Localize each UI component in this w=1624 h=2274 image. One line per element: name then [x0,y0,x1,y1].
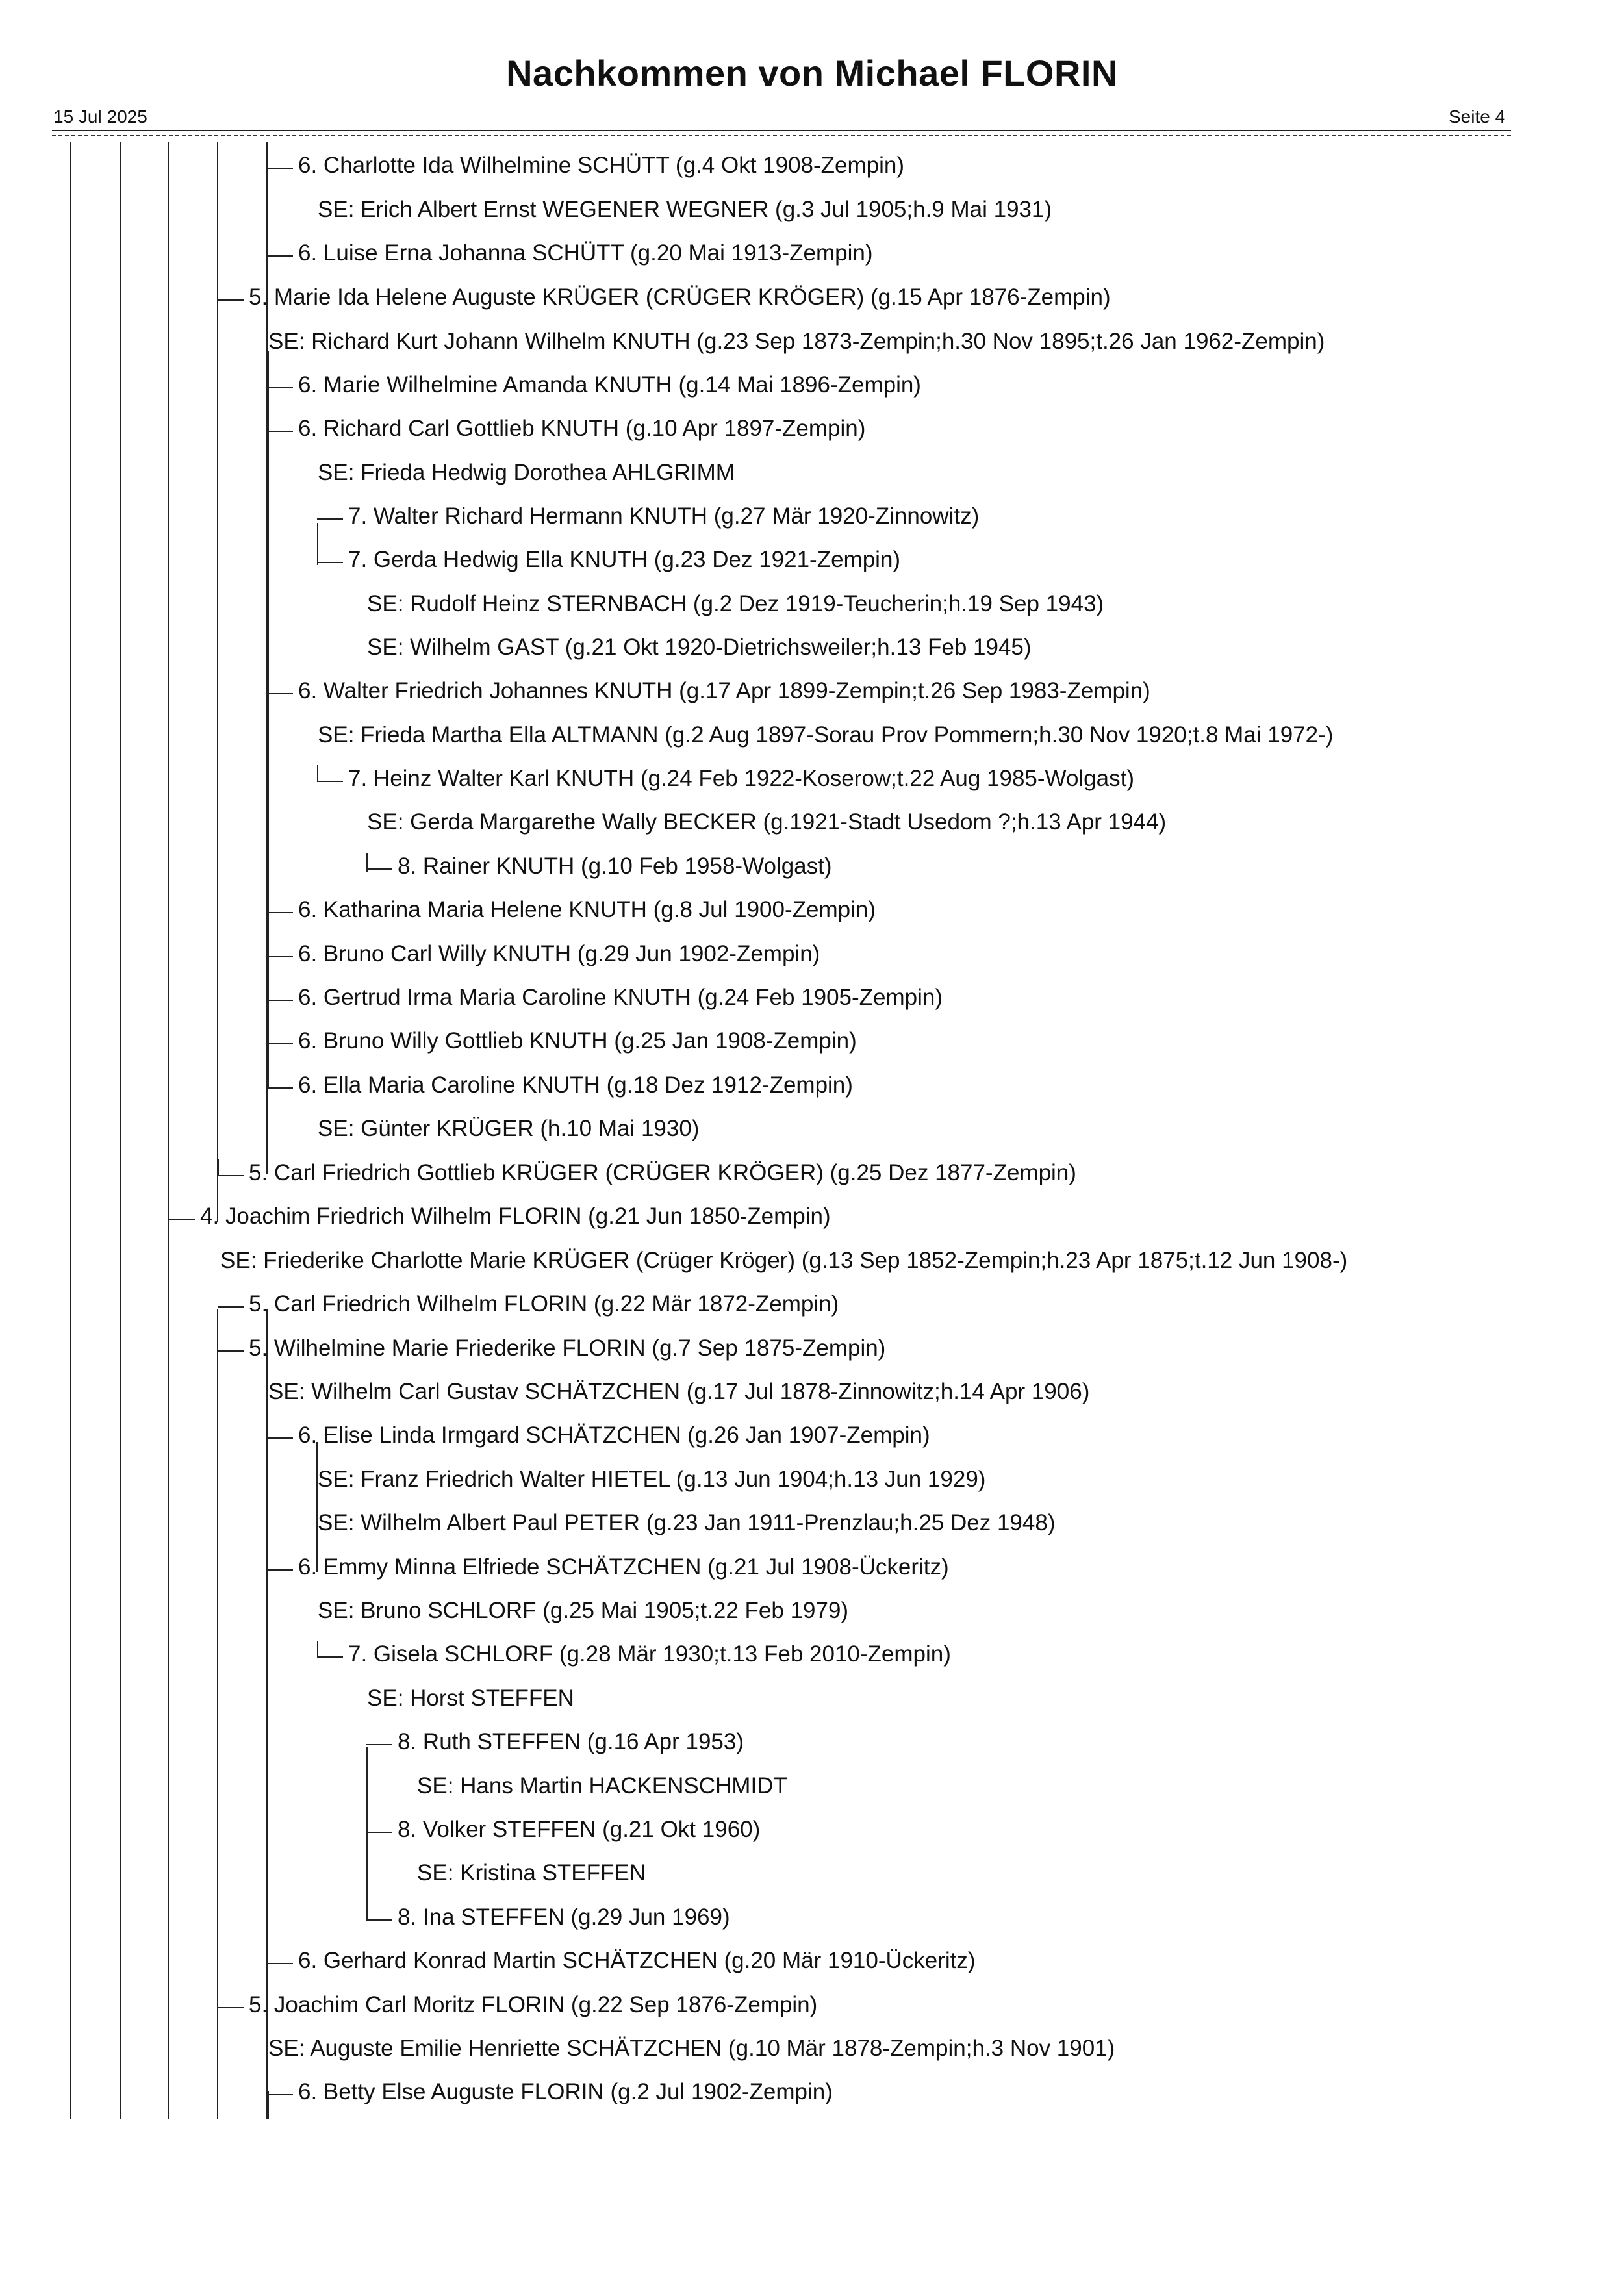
tree-connector [267,1569,293,1571]
tree-connector [218,1306,244,1308]
person-entry: 7. Gerda Hedwig Ella KNUTH (g.23 Dez 1921-Zempin) [348,547,901,572]
person-entry: 8. Volker STEFFEN (g.21 Okt 1960) [398,1817,761,1842]
person-entry: 6. Katharina Maria Helene KNUTH (g.8 Jul 1900-Zempin) [298,897,876,922]
spouse-entry: SE: Wilhelm Carl Gustav SCHÄTZCHEN (g.17 Jul 1878-Zinnowitz;h.14 Apr 1906) [268,1379,1090,1404]
person-entry: 6. Bruno Carl Willy KNUTH (g.29 Jun 1902-Zempin) [298,941,820,966]
person-entry: 6. Betty Else Auguste FLORIN (g.2 Jul 1902-Zempin) [298,2079,833,2104]
spouse-entry: SE: Kristina STEFFEN [417,1860,646,1886]
spouse-entry: SE: Franz Friedrich Walter HIETEL (g.13 Jun 1904;h.13 Jun 1929) [318,1467,986,1492]
tree-connector [267,956,293,957]
spouse-entry: SE: Richard Kurt Johann Wilhelm KNUTH (g.23 Sep 1873-Zempin;h.30 Nov 1895;t.26 Jan 1962-Zempin) [268,329,1325,354]
person-entry: 6. Richard Carl Gottlieb KNUTH (g.10 Apr 1897-Zempin) [298,416,866,441]
tree-elbow [366,1904,368,1919]
tree-connector [317,562,343,563]
person-entry: 6. Bruno Willy Gottlieb KNUTH (g.25 Jan 1908-Zempin) [298,1028,857,1054]
person-entry: 7. Walter Richard Hermann KNUTH (g.27 Mär 1920-Zinnowitz) [348,503,980,529]
tree-line [217,142,218,1222]
tree-elbow [366,853,368,868]
tree-elbow [317,765,318,781]
tree-line [268,351,269,1089]
tree-connector [218,2007,244,2008]
person-entry: 5. Carl Friedrich Gottlieb KRÜGER (CRÜGER KRÖGER) (g.25 Dez 1877-Zempin) [249,1160,1076,1185]
tree-connector [317,1656,343,1658]
tree-connector [218,1350,244,1352]
tree-line [168,142,169,2119]
person-entry: 6. Luise Erna Johanna SCHÜTT (g.20 Mai 1913-Zempin) [298,240,873,266]
person-entry: 6. Charlotte Ida Wilhelmine SCHÜTT (g.4 Okt 1908-Zempin) [298,153,905,178]
tree-elbow [267,240,268,255]
person-entry: 6. Ella Maria Caroline KNUTH (g.18 Dez 1912-Zempin) [298,1072,853,1098]
person-entry: 7. Heinz Walter Karl KNUTH (g.24 Feb 1922-Koserow;t.22 Aug 1985-Wolgast) [348,766,1134,791]
tree-connector [267,1043,293,1044]
spouse-entry: SE: Frieda Hedwig Dorothea AHLGRIMM [318,460,735,485]
person-entry: 4. Joachim Friedrich Wilhelm FLORIN (g.21 Jun 1850-Zempin) [200,1204,831,1229]
spouse-entry: SE: Wilhelm GAST (g.21 Okt 1920-Dietrichsweiler;h.13 Feb 1945) [367,635,1032,660]
person-entry: 6. Elise Linda Irmgard SCHÄTZCHEN (g.26 Jan 1907-Zempin) [298,1422,930,1448]
tree-connector [366,1919,392,1921]
person-entry: 7. Gisela SCHLORF (g.28 Mär 1930;t.13 Feb 2010-Zempin) [348,1641,951,1667]
person-entry: 5. Joachim Carl Moritz FLORIN (g.22 Sep 1876-Zempin) [249,1992,818,2017]
tree-connector [267,387,293,388]
tree-line [366,870,368,872]
spouse-entry: SE: Gerda Margarethe Wally BECKER (g.1921-Stadt Usedom ?;h.13 Apr 1944) [367,809,1167,835]
tree-line [268,2091,269,2119]
tree-line [120,142,121,2119]
tree-connector [366,868,392,870]
tree-elbow [267,1072,268,1087]
tree-connector [218,1175,244,1176]
person-entry: 5. Wilhelmine Marie Friederike FLORIN (g.7 Sep 1875-Zempin) [249,1335,886,1361]
spouse-entry: SE: Hans Martin HACKENSCHMIDT [417,1773,787,1799]
tree-connector [218,299,244,301]
tree-connector [267,1963,293,1964]
tree-connector [317,781,343,782]
tree-connector [267,1437,293,1439]
tree-connector [267,693,293,694]
tree-elbow [317,546,318,562]
tree-connector [267,1087,293,1089]
tree-connector [267,431,293,432]
person-entry: 6. Gertrud Irma Maria Caroline KNUTH (g.24 Feb 1905-Zempin) [298,985,943,1010]
tree-connector [267,255,293,257]
spouse-entry: SE: Friederike Charlotte Marie KRÜGER (Crüger Kröger) (g.13 Sep 1852-Zempin;h.23 Apr 1875;t.12 Jun 1908-) [220,1248,1348,1273]
tree-line [70,142,71,2119]
person-entry: 6. Marie Wilhelmine Amanda KNUTH (g.14 Mai 1896-Zempin) [298,372,921,398]
report-date: 15 Jul 2025 [53,107,147,127]
tree-connector [169,1219,195,1220]
tree-elbow [317,1641,318,1656]
tree-connector [267,912,293,913]
person-entry: 5. Marie Ida Helene Auguste KRÜGER (CRÜGER KRÖGER) (g.15 Apr 1876-Zempin) [249,284,1111,310]
spouse-entry: SE: Bruno SCHLORF (g.25 Mai 1905;t.22 Feb 1979) [318,1598,849,1623]
tree-connector [267,1000,293,1001]
tree-line [217,1309,218,2119]
tree-connector [317,518,343,520]
person-entry: 8. Ruth STEFFEN (g.16 Apr 1953) [398,1729,744,1754]
tree-connector [366,1744,392,1745]
tree-connector [267,2094,293,2095]
page-number: Seite 4 [1449,107,1506,127]
tree-line [266,1354,268,1962]
tree-connector [366,1832,392,1833]
spouse-entry: SE: Günter KRÜGER (h.10 Mai 1930) [318,1116,700,1141]
person-entry: 6. Walter Friedrich Johannes KNUTH (g.17 Apr 1899-Zempin;t.26 Sep 1983-Zempin) [298,678,1150,703]
spouse-entry: SE: Erich Albert Ernst WEGENER WEGNER (g.3 Jul 1905;h.9 Mai 1931) [318,197,1052,222]
spouse-entry: SE: Rudolf Heinz STERNBACH (g.2 Dez 1919-Teucherin;h.19 Sep 1943) [367,591,1104,616]
tree-line [316,1442,318,1572]
spouse-entry: SE: Horst STEFFEN [367,1686,574,1711]
tree-elbow [267,1947,268,1963]
spouse-entry: SE: Auguste Emilie Henriette SCHÄTZCHEN (g.10 Mär 1878-Zempin;h.3 Nov 1901) [268,2036,1115,2061]
spouse-entry: SE: Frieda Martha Ella ALTMANN (g.2 Aug 1897-Sorau Prov Pommern;h.30 Nov 1920;t.8 Mai 1972-) [318,722,1334,748]
person-entry: 8. Ina STEFFEN (g.29 Jun 1969) [398,1904,730,1930]
spouse-entry: SE: Wilhelm Albert Paul PETER (g.23 Jan 1911-Prenzlau;h.25 Dez 1948) [318,1510,1056,1535]
person-entry: 8. Rainer KNUTH (g.10 Feb 1958-Wolgast) [398,853,832,879]
page-title: Nachkommen von Michael FLORIN [506,53,1118,94]
tree-connector [267,168,293,169]
tree-elbow [218,1159,219,1175]
person-entry: 6. Gerhard Konrad Martin SCHÄTZCHEN (g.20 Mär 1910-Ückeritz) [298,1948,976,1973]
person-entry: 5. Carl Friedrich Wilhelm FLORIN (g.22 Mär 1872-Zempin) [249,1291,839,1317]
person-entry: 6. Emmy Minna Elfriede SCHÄTZCHEN (g.21 Jul 1908-Ückeritz) [298,1554,949,1580]
tree-line [366,1747,368,1919]
